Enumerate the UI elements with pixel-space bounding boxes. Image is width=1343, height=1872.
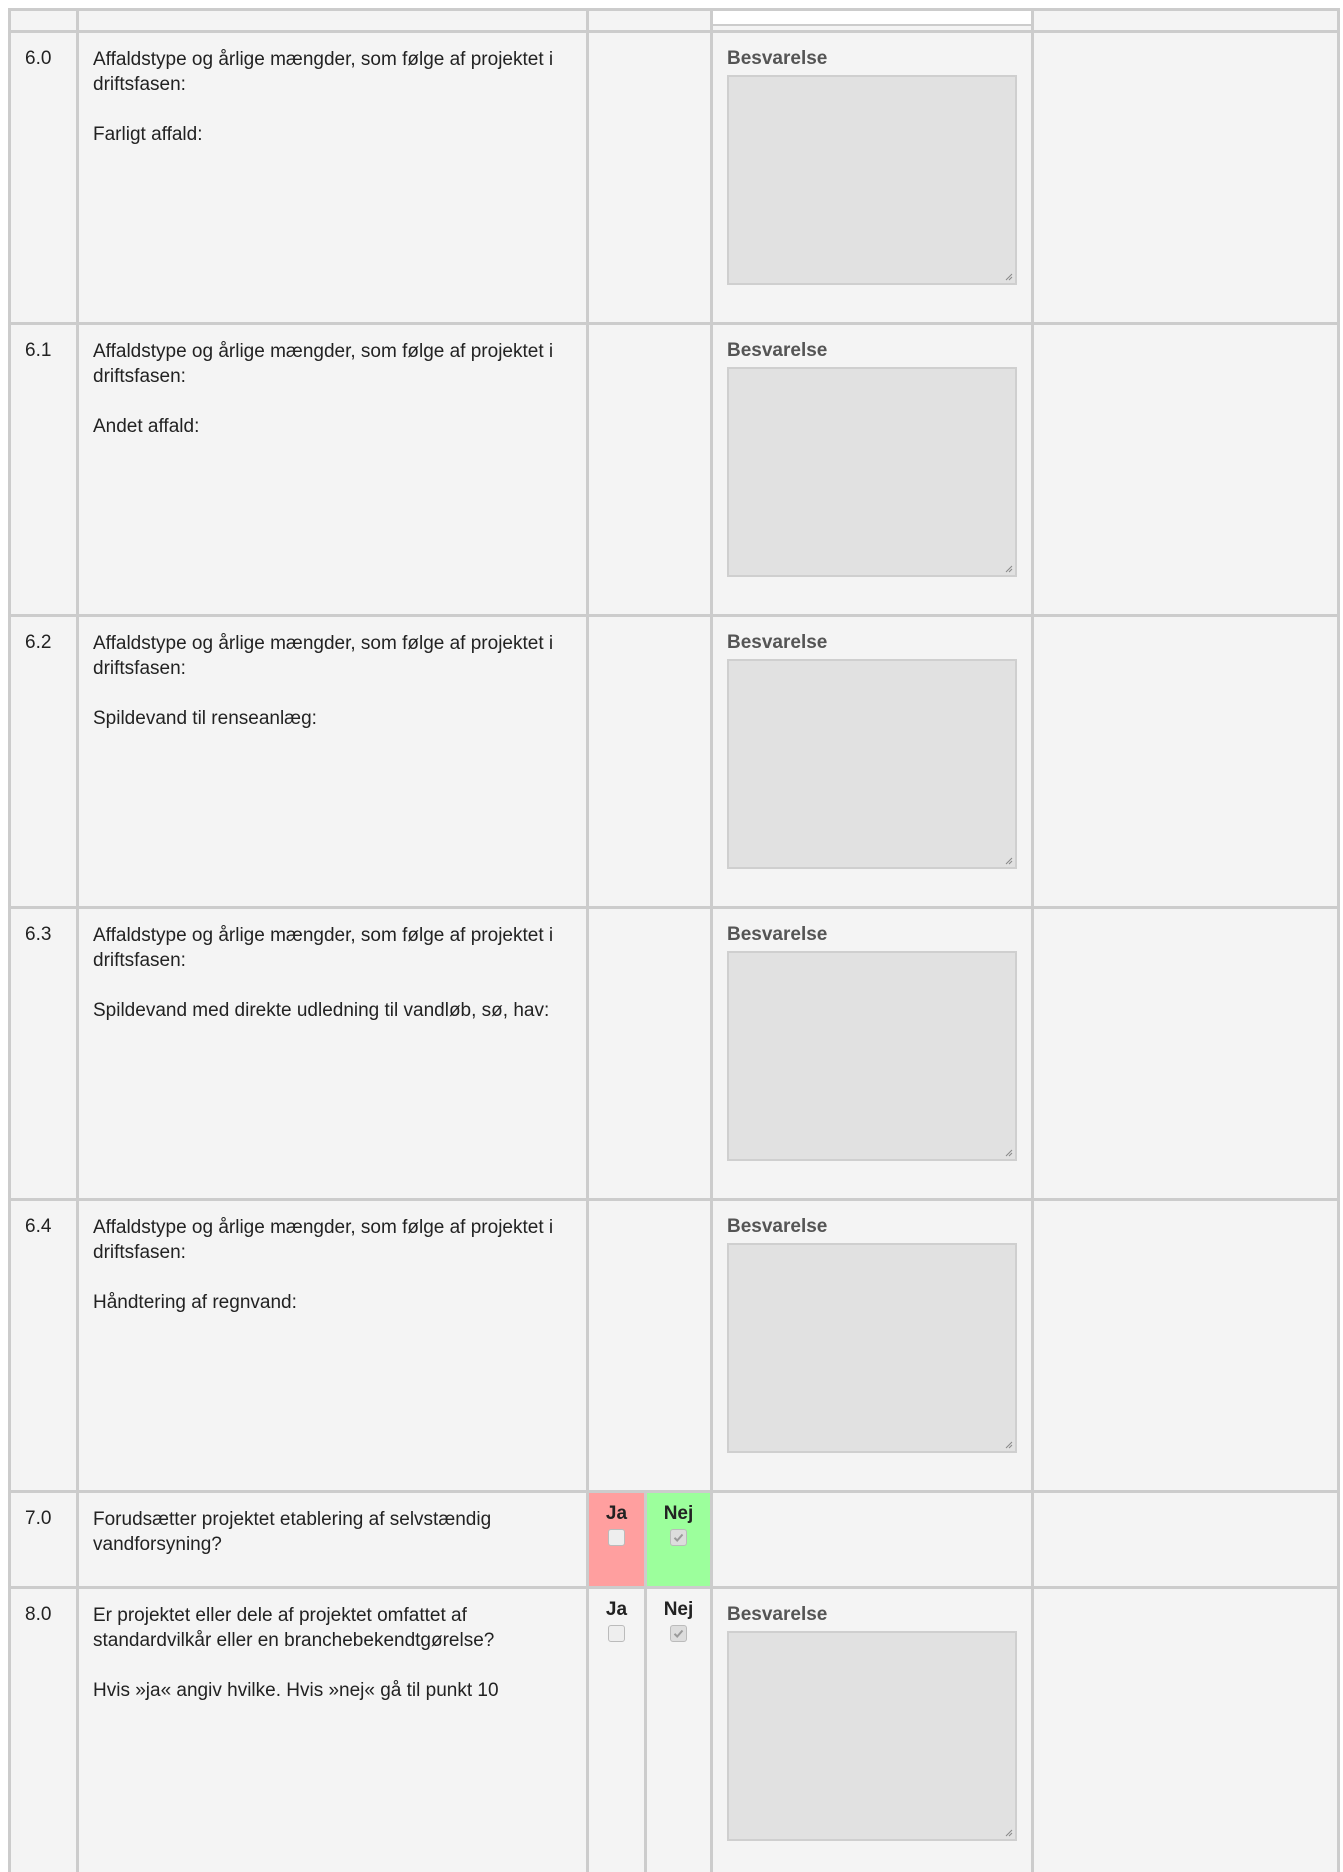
resize-handle-icon[interactable] [1003,1827,1013,1837]
notes-cell [1033,1588,1339,1872]
questionnaire-table [8,8,1340,1872]
question-number: 6.0 [10,32,78,324]
yes-checkbox[interactable] [608,1529,625,1546]
answer-cell [712,908,1033,1200]
checkmark-icon [672,1627,685,1640]
yes-checkbox[interactable] [608,1625,625,1642]
question-line: Spildevand med direkte udledning til vandløb, sø, hav: [93,1000,550,1021]
spacer [93,97,572,122]
options-cell [588,32,712,324]
answer-label: Besvarelse [727,1604,828,1625]
question-line: Er projektet eller dele af projektet omfattet af [93,1605,467,1626]
options-cell [588,616,712,908]
answer-cell [712,1492,1033,1588]
yes-option-cell[interactable] [588,1492,646,1588]
notes-cell [1033,1492,1339,1588]
table-row-stub [10,10,1339,32]
question-line: driftsfasen: [93,658,186,679]
question-number: 6.2 [10,616,78,908]
answer-cell [712,1588,1033,1872]
question-line: vandforsyning? [93,1534,222,1555]
question-text [78,1492,588,1588]
answer-label: Besvarelse [727,924,828,945]
resize-handle-icon[interactable] [1003,563,1013,573]
question-line: Andet affald: [93,416,200,437]
table-row [10,616,1339,908]
question-number: 6.3 [10,908,78,1200]
resize-handle-icon[interactable] [1003,1439,1013,1449]
question-line: Spildevand til renseanlæg: [93,708,317,729]
question-text [78,616,588,908]
question-line: driftsfasen: [93,366,186,387]
question-line: driftsfasen: [93,74,186,95]
question-line: Hvis »ja« angiv hvilke. Hvis »nej« gå til punkt 10 [93,1680,499,1701]
table-row [10,908,1339,1200]
spacer [93,1265,572,1290]
answer-cell [712,32,1033,324]
answer-textarea[interactable] [727,659,1017,869]
question-line: Håndtering af regnvand: [93,1292,297,1313]
question-number: 8.0 [10,1588,78,1872]
question-number: 6.4 [10,1200,78,1492]
table-row [10,1588,1339,1872]
question-line: Farligt affald: [93,124,203,145]
notes-cell [1033,616,1339,908]
question-text [78,908,588,1200]
no-label: Nej [663,1503,694,1524]
answer-cell [712,616,1033,908]
answer-label: Besvarelse [727,340,828,361]
resize-handle-icon[interactable] [1003,1147,1013,1157]
no-checkbox[interactable] [670,1625,687,1642]
answer-textarea[interactable] [727,1243,1017,1453]
question-line: driftsfasen: [93,1242,186,1263]
notes-cell [1033,32,1339,324]
spacer [93,973,572,998]
question-line: Affaldstype og årlige mængder, som følge af projektet i [93,1217,554,1238]
question-number: 6.1 [10,324,78,616]
answer-textarea[interactable] [727,367,1017,577]
answer-textarea-stub[interactable] [713,11,1031,26]
question-text [78,324,588,616]
spacer [93,681,572,706]
question-text [78,32,588,324]
question-text [78,1588,588,1872]
question-line: Affaldstype og årlige mængder, som følge af projektet i [93,49,554,70]
question-line: Forudsætter projektet etablering af selvstændig [93,1509,492,1530]
question-number: 7.0 [10,1492,78,1588]
answer-textarea[interactable] [727,1631,1017,1841]
yes-label: Ja [605,1503,628,1524]
no-option-cell[interactable] [646,1588,712,1872]
question-line: Affaldstype og årlige mængder, som følge af projektet i [93,633,554,654]
table-row [10,32,1339,324]
stub-cell [1033,10,1339,32]
resize-handle-icon[interactable] [1003,855,1013,865]
answer-label: Besvarelse [727,632,828,653]
answer-cell [712,1200,1033,1492]
stub-cell [588,10,712,32]
question-text [78,1200,588,1492]
question-line: driftsfasen: [93,950,186,971]
question-line: Affaldstype og årlige mængder, som følge af projektet i [93,341,554,362]
yes-option-cell[interactable] [588,1588,646,1872]
notes-cell [1033,1200,1339,1492]
question-line: standardvilkår eller en branchebekendtgørelse? [93,1630,495,1651]
answer-cell [712,324,1033,616]
no-label: Nej [663,1599,694,1620]
stub-cell [78,10,588,32]
table-row [10,1200,1339,1492]
options-cell [588,1200,712,1492]
no-checkbox[interactable] [670,1529,687,1546]
answer-label: Besvarelse [727,48,828,69]
notes-cell [1033,324,1339,616]
stub-cell [10,10,78,32]
stub-cell [712,10,1033,32]
question-line: Affaldstype og årlige mængder, som følge af projektet i [93,925,554,946]
checkmark-icon [672,1531,685,1544]
answer-label: Besvarelse [727,1216,828,1237]
no-option-cell[interactable] [646,1492,712,1588]
table-row [10,1492,1339,1588]
notes-cell [1033,908,1339,1200]
spacer [93,1653,572,1678]
options-cell [588,908,712,1200]
resize-handle-icon[interactable] [1003,271,1013,281]
options-cell [588,324,712,616]
spacer [93,389,572,414]
answer-textarea[interactable] [727,75,1017,285]
yes-label: Ja [605,1599,628,1620]
table-row [10,324,1339,616]
answer-textarea[interactable] [727,951,1017,1161]
